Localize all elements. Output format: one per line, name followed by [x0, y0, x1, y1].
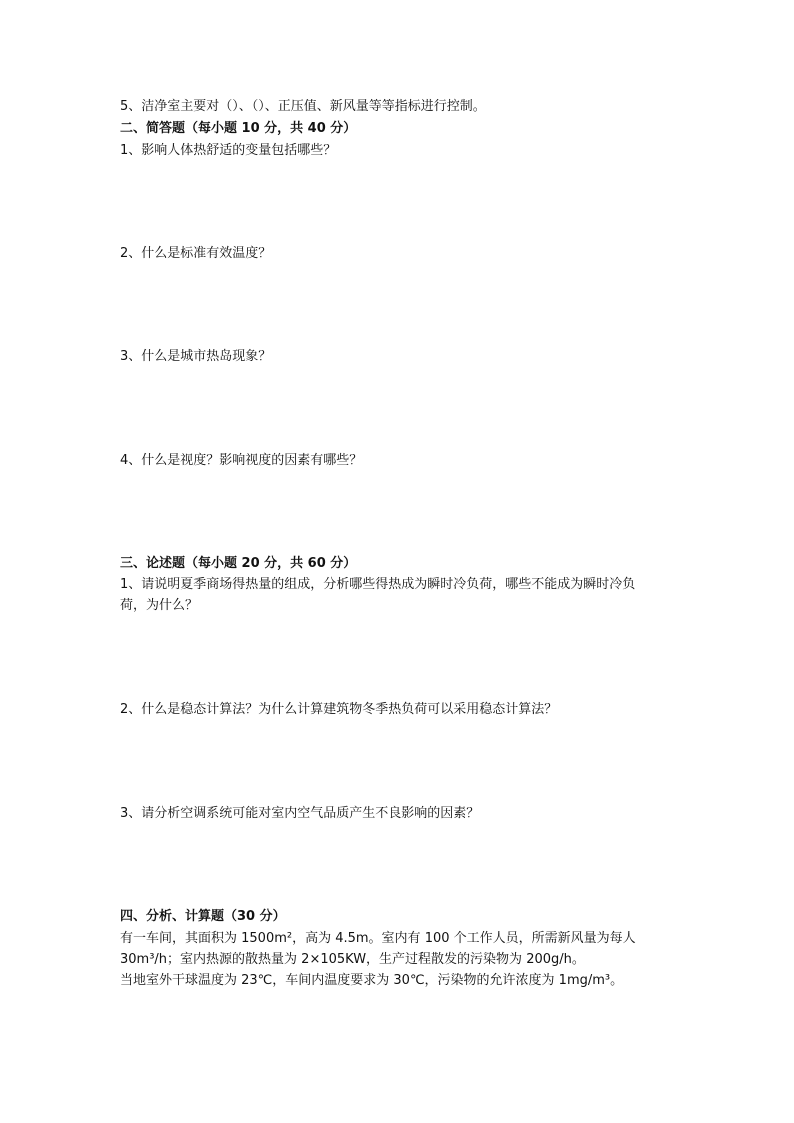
essay-question-1-line-2: 荷，为什么？ — [120, 598, 199, 613]
section-4-heading: 四、分析、计算题（30 分） — [120, 909, 286, 924]
essay-question-2: 2、什么是稳态计算法？为什么计算建筑物冬季热负荷可以采用稳态计算法？ — [120, 702, 558, 717]
calculation-problem-line-1: 有一车间，其面积为 1500m²，高为 4.5m。室内有 100 个工作人员，所需新风量为每人 — [120, 931, 636, 946]
section-2-heading: 二、简答题（每小题 10 分，共 40 分） — [120, 121, 357, 136]
calculation-problem-line-3: 当地室外干球温度为 23℃，车间内温度要求为 30℃，污染物的允许浓度为 1mg/m³。 — [120, 973, 624, 988]
short-answer-question-3: 3、什么是城市热岛现象？ — [120, 349, 272, 364]
short-answer-question-4: 4、什么是视度？影响视度的因素有哪些？ — [120, 453, 363, 468]
short-answer-question-1: 1、影响人体热舒适的变量包括哪些？ — [120, 143, 337, 158]
essay-question-3: 3、请分析空调系统可能对室内空气品质产生不良影响的因素？ — [120, 806, 480, 821]
calculation-problem-line-2: 30m³/h；室内热源的散热量为 2×105KW，生产过程散发的污染物为 200g/h。 — [120, 952, 585, 967]
fill-in-question-5: 5、洁净室主要对（）、（）、正压值、新风量等等指标进行控制。 — [120, 99, 486, 114]
short-answer-question-2: 2、什么是标准有效温度？ — [120, 246, 272, 261]
section-3-heading: 三、论述题（每小题 20 分，共 60 分） — [120, 556, 357, 571]
essay-question-1-line-1: 1、请说明夏季商场得热量的组成，分析哪些得热成为瞬时冷负荷，哪些不能成为瞬时冷负 — [120, 577, 636, 592]
